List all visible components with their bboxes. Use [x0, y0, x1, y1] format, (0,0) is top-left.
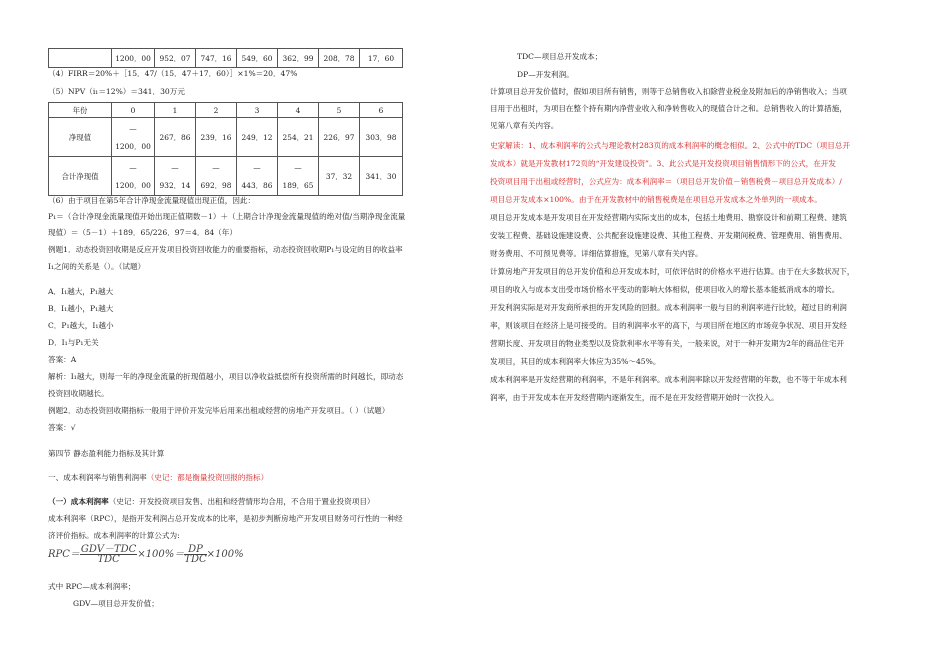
text-line: 计算项目总开发价值时，假如项目所有销售，则等于总销售收入扣除营业税金及附加后的净销售收入；当项 [490, 87, 847, 96]
table-cell [278, 157, 319, 196]
table-cell: 37．32 [319, 157, 360, 196]
subsection-title [48, 497, 375, 507]
top-table [48, 48, 403, 68]
table-header: 4 [278, 103, 319, 118]
text-line: 计算房地产开发项目的总开发价值和总开发成本时，可依评估时的价格水平进行估算。由于在大多数状况下， [490, 267, 855, 276]
cell-value: 692．98 [200, 180, 232, 190]
text-line: I₁之间的关系是（）。（试题） [48, 262, 146, 271]
text-line: P₁＝（合计净现金流量现值开始出现正值期数－1）＋（上期合计净现金流量现值的绝对值/当期净现金流量 [48, 212, 406, 221]
highlight-line: 发成本）就是开发教材172页的“开发建设投资”。3、此公式是开发投资项目销售情形下的公式，在开发 [490, 159, 837, 168]
table-header: 1 [155, 103, 196, 118]
table-header: 5 [319, 103, 360, 118]
section-title: 第四节 静态盈利能力指标及其计算 [48, 449, 165, 458]
text-line: GDV—项目总开发价值； [73, 599, 159, 608]
numerator: DP [184, 545, 206, 555]
text-line: 发项目，其目的成本利润率大体应为35%～45%。 [490, 357, 661, 366]
table-cell: 341．30 [360, 157, 403, 196]
answer: 答案：A [48, 355, 77, 364]
option-a: A．I₁越大，P₁越大 [48, 287, 114, 296]
subsection-bold: （一）成本利润率 [48, 497, 109, 506]
table-row [49, 103, 403, 118]
answer: 答案：√ [48, 423, 76, 432]
text-line: 投资回收期越长。 [48, 389, 109, 398]
text-line: 成本利润率（RPC），是指开发利润占总开发成本的比率，是初步判断房地产开发项目财务可行性的一种经 [48, 514, 403, 523]
table-cell: 1200．00 [112, 49, 155, 68]
table-header: 6 [360, 103, 403, 118]
table-cell: 226．97 [319, 118, 360, 157]
text-line: 率，则该项目在经济上是可接受的。目的利润率水平的高下，与项目所在地区的市场竞争状况、项目开发经 [490, 321, 847, 330]
table-header: 年份 [49, 103, 112, 118]
text-line: 目用于出租时，为项目在整个持有期内净营业收入和净转售收入的现值合计之和。总销售收入的计算措施， [490, 104, 847, 113]
table-cell: 952．07 [155, 49, 196, 68]
table-cell: 254．21 [278, 118, 319, 157]
text-line: TDC—项目总开发成本； [517, 52, 603, 61]
table-row [49, 157, 403, 196]
denominator: TDC [184, 554, 207, 565]
table-cell: 362．99 [278, 49, 319, 68]
text-line: 项目的收入与成本支出受市场价格水平变动的影响大体相似，使项目收入的增长基本能抵消成本的增长。 [490, 285, 840, 294]
negative-sign: — [253, 162, 261, 172]
formula-tail: ×100% [206, 549, 244, 560]
fraction [184, 545, 206, 564]
text-line: 财务费用、不可预见费等。详细估算措施，见第八章有关内容。 [490, 249, 703, 258]
table-cell [49, 49, 112, 68]
text-line: 例题1．动态投资回收期是反应开发项目投资回收能力的重要指标，动态投资回收期P₁与设定的目的收益率 [48, 245, 403, 254]
table-cell: 249．12 [237, 118, 278, 157]
option-b: B．I₁越小，P₁越大 [48, 304, 114, 313]
text-line: 见第八章有关内容。 [490, 121, 559, 130]
text-line: 开发利润实际是对开发商所承担的开发风险的回报。成本利润率一般与目的利润率进行比较，超过目的利润 [490, 303, 847, 312]
table-cell: 208．78 [319, 49, 360, 68]
cell-value: 189．65 [282, 180, 314, 190]
text-line: 营期长度、开发项目的物业类型以及贷款利率水平等有关，一般来说，对于一种开发期为2年的商品住宅开 [490, 339, 845, 348]
table-cell: 17．60 [360, 49, 403, 68]
option-c: C．P₁越大，I₁越小 [48, 321, 114, 330]
table-cell: 549．60 [237, 49, 278, 68]
cell-value: 1200．00 [115, 141, 151, 151]
text-line: 现值）＝（5－1）＋189．65/226．97＝4．84（年） [48, 228, 237, 237]
negative-sign: — [129, 123, 137, 133]
numerator: GDV－TDC [80, 544, 137, 555]
formula-mid: ×100%＝ [137, 549, 185, 560]
text-line: （6）由于项目在第5年合计净现金流量现值出现正值，因此： [48, 196, 256, 205]
negative-sign: — [212, 162, 220, 172]
text-line: 成本利润率是开发经营期的利润率，不是年利润率。成本利润率除以开发经营期的年数，也不等于年成本利 [490, 375, 847, 384]
text-line: 项目总开发成本是开发项目在开发经营期内实际支出的成本，包括土地费用、勘察设计和前期工程费、建筑 [490, 213, 847, 222]
subsection-text: （史记：开发投资项目发售、出租和经营情形均合用，不合用于置业投资项目） [108, 497, 375, 506]
highlight-line: 项目总开发成本×100%。由于在开发教材中的销售税费是在项目总开发成本之外单列的一项成本。 [490, 195, 822, 204]
subsection-title [48, 473, 268, 483]
note-text: （史记：都是衡量投资回报的指标） [146, 473, 269, 482]
text-line: 例题2．动态投资回收期指标一般用于评价开发完毕后用来出租或经营的房地产开发项目。（ ）（试题） [48, 406, 390, 415]
highlight-line: 投资项目用于出租或经营时，公式应为：成本利润率＝（项目总开发价值－销售税费－项目总开发成本）/ [490, 177, 842, 186]
table-cell [112, 157, 155, 196]
cell-value: 932．14 [159, 180, 191, 190]
negative-sign: — [171, 162, 179, 172]
text-line: 润率，由于开发成本在开发经营期内逐渐发生，而不是在开发经营期开始时一次投入。 [490, 393, 779, 402]
formula-lhs: RPC＝ [48, 549, 80, 560]
negative-sign: — [294, 162, 302, 172]
table-cell: 303．98 [360, 118, 403, 157]
text-line: （4）FIRR＝20%＋［15．47/（15．47＋17．60）］×1%＝20．47% [48, 69, 298, 78]
text-line: 济评价指标。成本利润率的计算公式为: [48, 531, 180, 540]
table-header: 2 [196, 103, 237, 118]
text-line: （5）NPV（i₁＝12%）＝341．30万元 [48, 87, 185, 96]
text-line: 式中 RPC—成本利润率； [48, 582, 136, 591]
negative-sign: — [129, 162, 137, 172]
denominator: TDC [97, 554, 120, 565]
table-cell [237, 157, 278, 196]
text-line: 解析：I₁越大，则每一年的净现金流量的折现值越小，项目以净收益抵偿所有投资所需的时间越长，即动态 [48, 372, 404, 381]
table-row [49, 49, 403, 68]
text-line: DP—开发利润。 [517, 70, 574, 79]
text-line: 安装工程费、基础设施建设费、公共配套设施建设费、其他工程费、开发期间税费、管理费用、销售费用、 [490, 231, 847, 240]
cell-value: 443．86 [241, 180, 273, 190]
table-cell: 747．16 [196, 49, 237, 68]
table-row [49, 118, 403, 157]
npv-table [48, 102, 403, 196]
row-label: 净现值 [49, 118, 112, 157]
table-cell: 267．86 [155, 118, 196, 157]
formula [48, 545, 244, 564]
cell-value: 1200．00 [115, 180, 151, 190]
option-d: D．I₁与P₁无关 [48, 338, 99, 347]
row-label: 合计净现值 [49, 157, 112, 196]
table-cell [196, 157, 237, 196]
highlight-line: 史家解读：1、成本利润率的公式与理论教材283页的成本利润率的概念相似。2、公式中的TDC（项目总开 [490, 141, 851, 150]
table-header: 3 [237, 103, 278, 118]
table-cell: 239．16 [196, 118, 237, 157]
table-cell [155, 157, 196, 196]
table-header: 0 [112, 103, 155, 118]
table-cell [112, 118, 155, 157]
fraction [80, 545, 137, 564]
subsection-text: 一、成本利润率与销售利润率 [48, 473, 147, 482]
